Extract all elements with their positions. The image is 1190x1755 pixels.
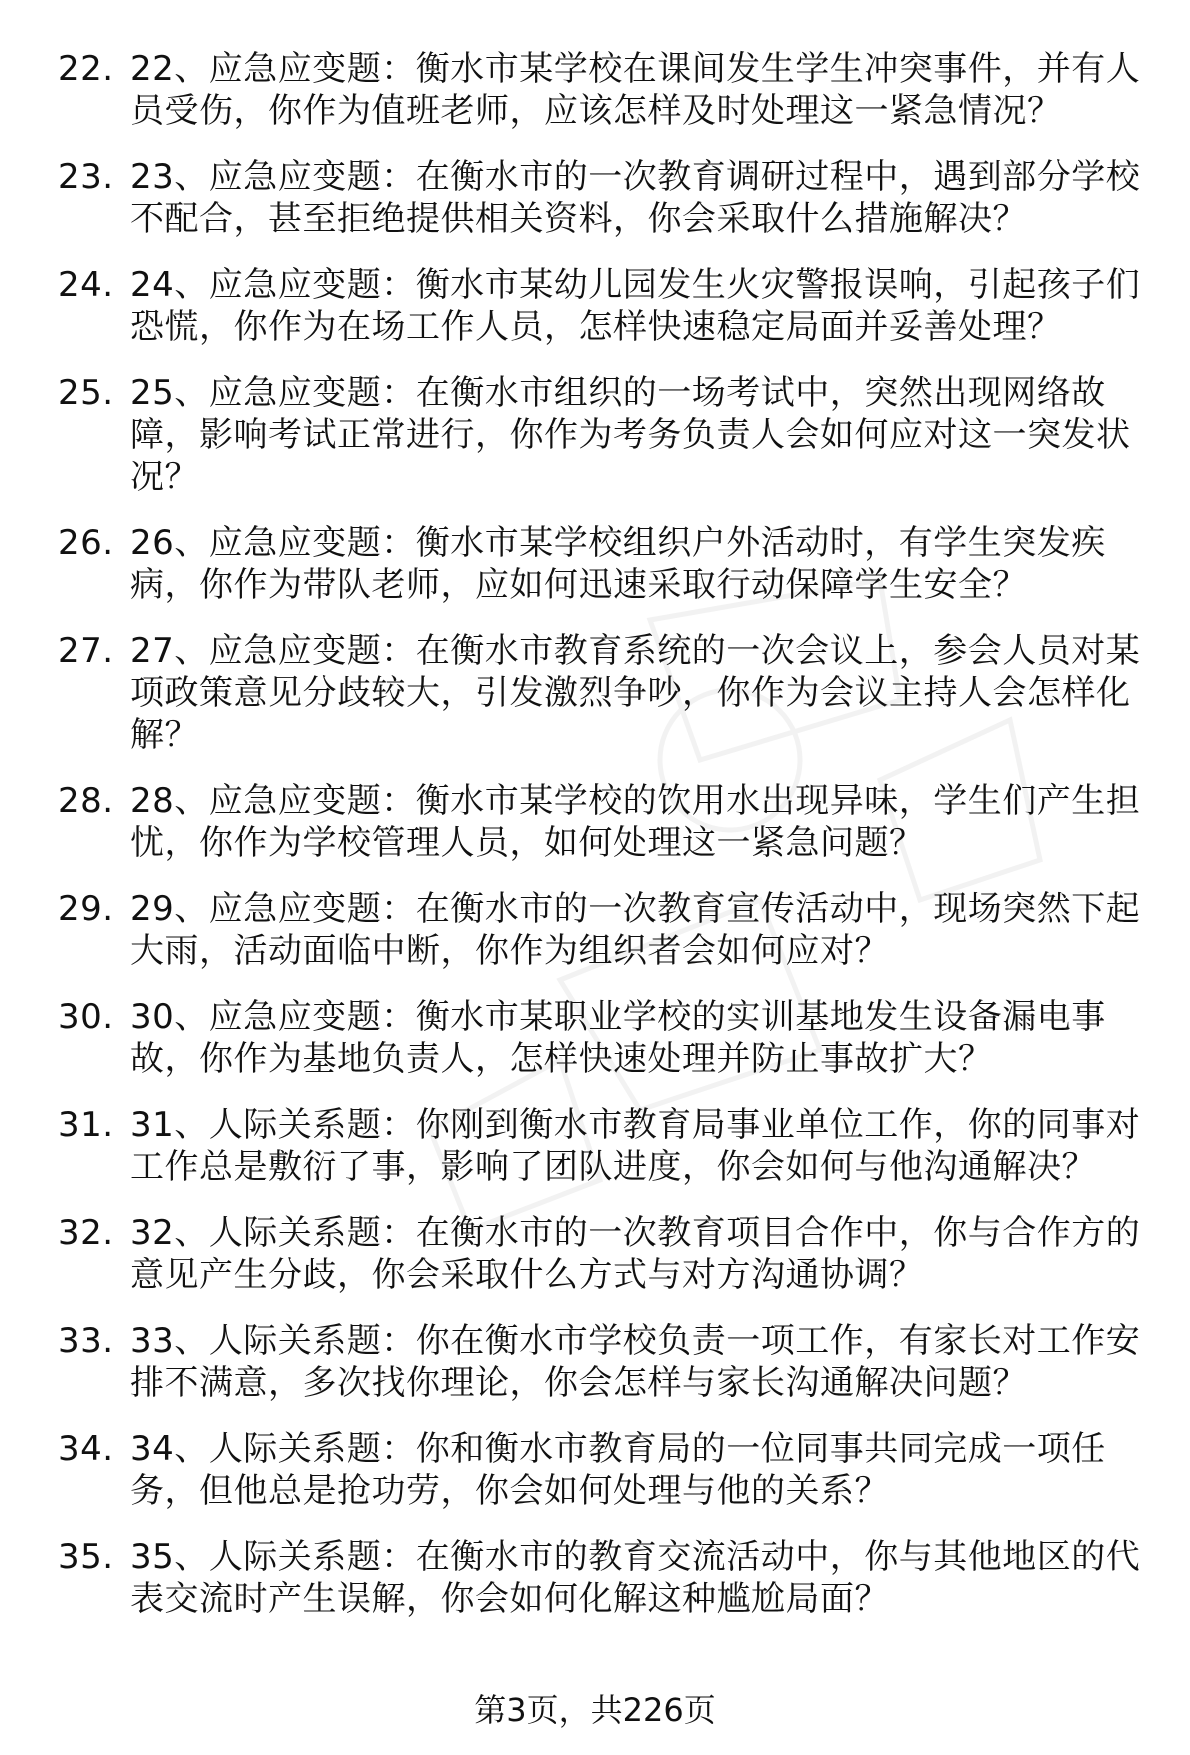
question-text: 23、应急应变题：在衡水市的一次教育调研过程中，遇到部分学校不配合，甚至拒绝提供相关资料，你会采取什么措施解决？ [130,157,1141,239]
list-item [0,48,1190,132]
question-number: 25. [58,373,114,413]
question-text: 32、人际关系题：在衡水市的一次教育项目合作中，你与合作方的意见产生分歧，你会采取什么方式与对方沟通协调？ [130,1213,1141,1295]
question-number: 27. [58,631,114,671]
question-number: 24. [58,265,114,305]
list-item [0,264,1190,348]
question-number: 26. [58,523,114,563]
list-item [0,888,1190,972]
list-item [0,372,1190,498]
question-text: 28、应急应变题：衡水市某学校的饮用水出现异味，学生们产生担忧，你作为学校管理人员，如何处理这一紧急问题？ [130,781,1141,863]
question-text: 35、人际关系题：在衡水市的教育交流活动中，你与其他地区的代表交流时产生误解，你会如何化解这种尴尬局面？ [130,1537,1141,1619]
question-text: 29、应急应变题：在衡水市的一次教育宣传活动中，现场突然下起大雨，活动面临中断，你作为组织者会如何应对？ [130,889,1141,971]
page-footer: 第3页，共226页 [474,1691,716,1729]
question-text: 30、应急应变题：衡水市某职业学校的实训基地发生设备漏电事故，你作为基地负责人，怎样快速处理并防止事故扩大？ [130,997,1106,1079]
question-number: 29. [58,889,114,929]
question-number: 31. [58,1105,114,1145]
question-number: 35. [58,1537,114,1577]
question-text: 22、应急应变题：衡水市某学校在课间发生学生冲突事件，并有人员受伤，你作为值班老师，应该怎样及时处理这一紧急情况？ [130,49,1141,131]
list-item [0,1212,1190,1296]
list-item [0,1104,1190,1188]
question-text: 31、人际关系题：你刚到衡水市教育局事业单位工作，你的同事对工作总是敷衍了事，影响了团队进度，你会如何与他沟通解决？ [130,1105,1141,1187]
question-text: 34、人际关系题：你和衡水市教育局的一位同事共同完成一项任务，但他总是抢功劳，你会如何处理与他的关系？ [130,1429,1106,1511]
question-text: 26、应急应变题：衡水市某学校组织户外活动时，有学生突发疾病，你作为带队老师，应如何迅速采取行动保障学生安全？ [130,523,1106,605]
question-number: 22. [58,49,114,89]
list-item [0,156,1190,240]
list-item [0,1320,1190,1404]
question-number: 32. [58,1213,114,1253]
list-item [0,996,1190,1080]
list-item [0,630,1190,756]
list-item [0,522,1190,606]
list-item [0,1428,1190,1512]
list-item [0,780,1190,864]
question-number: 30. [58,997,114,1037]
question-number: 23. [58,157,114,197]
question-text: 24、应急应变题：衡水市某幼儿园发生火灾警报误响，引起孩子们恐慌，你作为在场工作人员，怎样快速稳定局面并妥善处理？ [130,265,1141,347]
question-text: 33、人际关系题：你在衡水市学校负责一项工作，有家长对工作安排不满意，多次找你理论，你会怎样与家长沟通解决问题？ [130,1321,1141,1403]
question-number: 28. [58,781,114,821]
question-number: 34. [58,1429,114,1469]
question-list [0,48,1190,1644]
question-text: 27、应急应变题：在衡水市教育系统的一次会议上，参会人员对某项政策意见分歧较大，引发激烈争吵，你作为会议主持人会怎样化解？ [130,631,1141,755]
list-item [0,1536,1190,1620]
question-number: 33. [58,1321,114,1361]
question-text: 25、应急应变题：在衡水市组织的一场考试中，突然出现网络故障，影响考试正常进行，你作为考务负责人会如何应对这一突发状况？ [130,373,1131,497]
